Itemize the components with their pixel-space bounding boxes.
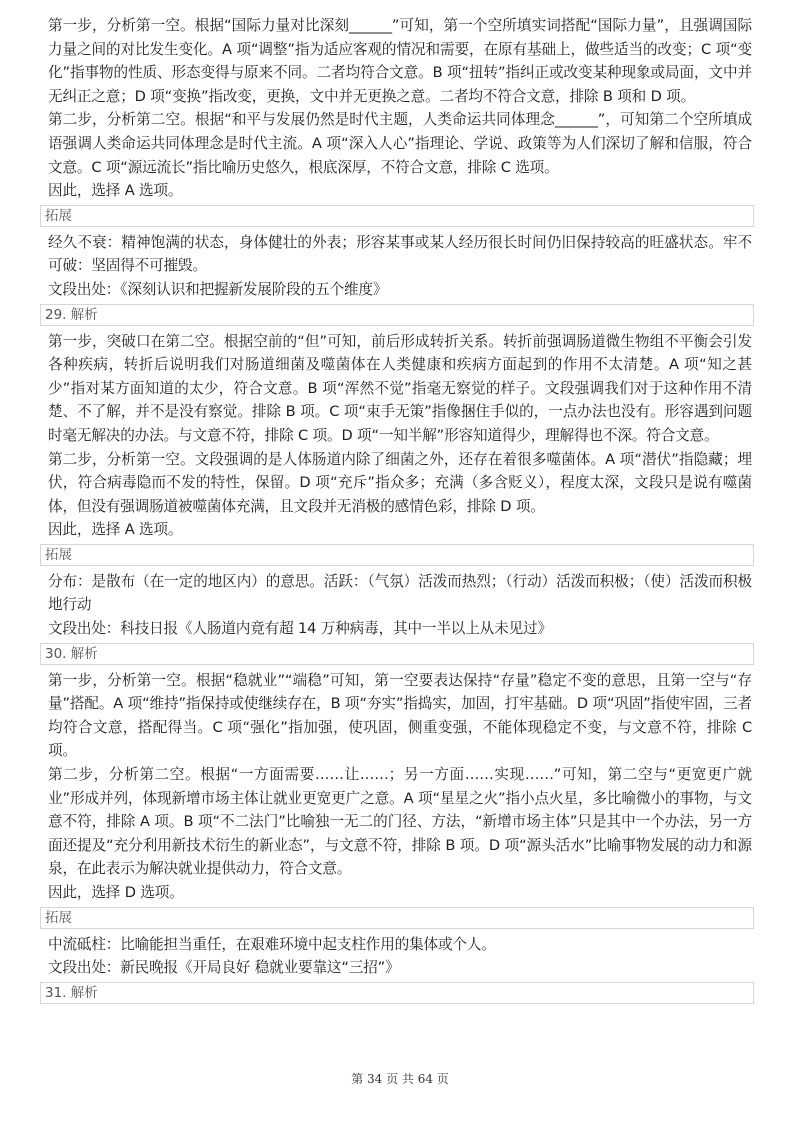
page-number: 第 34 页 共 64 页	[351, 1072, 449, 1086]
analysis-header-31: 31. 解析	[40, 982, 754, 1004]
paragraph: 文段出处：新民晚报《开局良好 稳就业要靠这“三招”》	[48, 959, 400, 977]
extension-header: 拓展	[40, 544, 754, 566]
paragraph: 中流砥柱：比喻能担当重任，在艰难环境中起支柱作用的集体或个人。	[48, 935, 496, 953]
extension-header: 拓展	[40, 907, 754, 929]
analysis-header-29: 29. 解析	[40, 304, 754, 326]
paragraph: 第二步，分析第二空。根据“和平与发展仍然是时代主题，人类命运共同体理念______”，可知第二个空所填成语强调人类命运共同体理念是时代主流。A 项“深入人心”指理论、学说、政策等为人们深切了解和信服，符合文意。C 项“源远流长”指比喻历史悠久，根底深厚，不符合文意，排除 C 选项。	[48, 111, 752, 176]
paragraph: 文段出处：《深刻认识和把握新发展阶段的五个维度》	[48, 280, 388, 298]
paragraph: 因此，选择 A 选项。	[48, 521, 183, 539]
paragraph: 分布：是散布（在一定的地区内）的意思。活跃：（气氛）活泼而热烈；（行动）活泼而积极；（使）活泼而积极地行动	[48, 572, 752, 614]
paragraph: 第二步，分析第一空。文段强调的是人体肠道内除了细菌之外，还存在着很多噬菌体。A 项“潜伏”指隐藏；埋伏，符合病毒隐而不发的特性，保留。D 项“充斥”指众多；充满（多含贬义），程度太深，文段只是说有噬菌体，但没有强调肠道被噬菌体充满，且文段并无消极的感情色彩，排除 D 项。	[48, 450, 752, 515]
paragraph: 经久不衰：精神饱满的状态，身体健壮的外表；形容某事或某人经历很长时间仍旧保持较高的旺盛状态。牢不可破：坚固得不可摧毁。	[48, 233, 752, 275]
document-body	[45, 14, 752, 1008]
paragraph: 因此，选择 D 选项。	[48, 884, 184, 901]
paragraph: 因此，选择 A 选项。	[48, 182, 183, 200]
paragraph: 第二步，分析第二空。根据“一方面需要……让……；另一方面……实现……”可知，第二空与“更宽更广就业”形成并列，体现新增市场主体让就业更宽更广之意。A 项“星星之火”指小点火星，多比喻微小的事物，与文意不符，排除 A 项。B 项“不二法门”比喻独一无二的门径、方法，“新增市场主体”只是其中一个办法，另一方面还提及“充分利用新技术衍生的新业态”，与文意不符，排除 B 项。D 项“源头活水”比喻事物发展的动力和源泉，在此表示为解决就业提供动力，符合文意。	[48, 766, 752, 878]
paragraph: 第一步，分析第一空。根据“稳就业”“端稳”可知，第一空要表达保持“存量”稳定不变的意思，且第一空与“存量”搭配。A 项“维持”指保持或使继续存在，B 项“夯实”指捣实，加固，打牢基础。D 项“巩固”指使牢固，三者均符合文意，搭配得当。C 项“强化”指加强，使巩固，侧重变强，不能体现稳定不变，与文意不符，排除 C 项。	[48, 671, 752, 760]
analysis-header-30: 30. 解析	[40, 643, 754, 665]
paragraph: 文段出处：科技日报《人肠道内竟有超 14 万种病毒，其中一半以上从未见过》	[48, 620, 552, 638]
paragraph: 第一步，突破口在第二空。根据空前的“但”可知，前后形成转折关系。转折前强调肠道微生物组不平衡会引发各种疾病，转折后说明我们对肠道细菌及噬菌体在人类健康和疾病方面起到的作用不太清楚。A 项“知之甚少”指对某方面知道的太少，符合文意。B 项“浑然不觉”指毫无察觉的样子。文段强调我们对于这种作用不清楚、不了解，并不是没有察觉。排除 B 项。C 项“束手无策”指像捆住手似的，一点办法也没有。形容遇到问题时毫无解决的办法。与文意不符，排除 C 项。D 项“一知半解”形容知道得少，理解得也不深。符合文意。	[48, 332, 752, 444]
extension-header: 拓展	[40, 205, 754, 227]
paragraph: 第一步，分析第一空。根据“国际力量对比深刻______”可知，第一个空所填实词搭配“国际力量”，且强调国际力量之间的对比发生变化。A 项“调整”指为适应客观的情况和需要，在原有基础上，做些适当的改变；C 项“变化”指事物的性质、形态变得与原来不同。二者均符合文意。B 项“扭转”指纠正或改变某种现象或局面，文中并无纠正之意；D 项“变换”指改变，更换，文中并无更换之意。二者均不符合文意，排除 B 项和 D 项。	[48, 17, 752, 105]
